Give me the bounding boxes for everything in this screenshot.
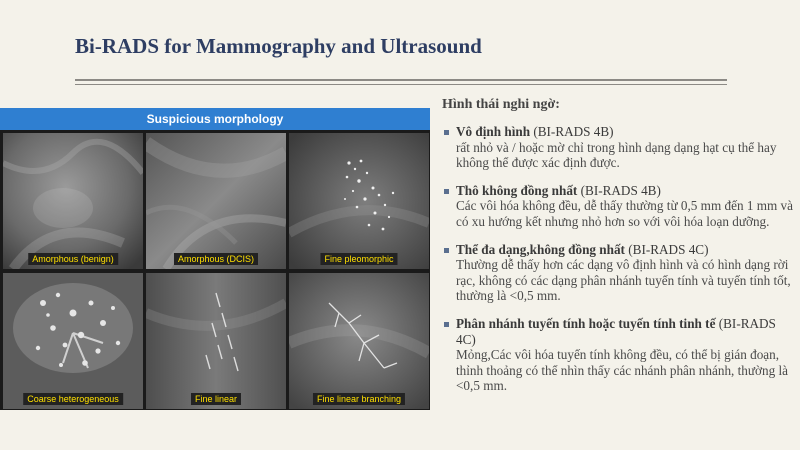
morphology-text-panel [442,97,794,406]
square-bullet-icon [444,248,449,253]
mammogram-image [3,133,143,269]
item-title: Thô không đồng nhất [456,182,578,198]
item-description: Thường dễ thấy hơn các dạng vô định hình và có hình dạng rời rạc, không có các dạng phân nhánh tuyến tính và tuyến tính tốt, thường là <0,5 mm. [456,257,791,304]
item-birads-tag: (BI-RADS 4B) [530,124,614,139]
figure-cell-fine-linear [146,273,286,409]
item-birads-tag: (BI-RADS 4C) [456,315,776,347]
cell-caption: Fine pleomorphic [320,253,397,265]
cell-caption: Amorphous (benign) [28,253,118,265]
figure-cell-fine-pleomorphic [289,133,429,269]
panel-heading: Hình thái nghi ngờ: [442,97,560,112]
item-birads-tag: (BI-RADS 4B) [577,182,661,198]
figure-header: Suspicious morphology [0,108,430,130]
mammogram-image [146,273,286,409]
item-title: Vô định hình [456,124,531,139]
list-item [442,183,794,230]
item-description: rất nhỏ và / hoặc mờ chỉ trong hình dạng dạng hạt cụ thể hay không thể được xác định được. [456,139,777,171]
cell-caption: Amorphous (DCIS) [174,253,258,265]
mammogram-image [289,133,429,269]
list-item [442,124,794,171]
mammogram-image [3,273,143,409]
morphology-list [442,124,794,394]
title-divider-bottom [75,84,727,85]
mammogram-image [289,273,429,409]
square-bullet-icon [444,189,449,194]
figure-cell-fine-linear-branching [289,273,429,409]
figure-grid [3,133,429,413]
item-title: Phân nhánh tuyến tính hoặc tuyến tính tinh tế [456,315,716,331]
cell-caption: Fine linear branching [313,393,405,405]
square-bullet-icon [444,130,449,135]
mammogram-image [146,133,286,269]
list-item [442,316,794,394]
figure-cell-amorphous-benign [3,133,143,269]
item-description: Các vôi hóa không đều, dễ thấy thường từ 0,5 mm đến 1 mm và có xu hướng kết nhưng nhỏ hơn so với vôi hóa loạn dưỡng. [456,198,793,229]
title-divider-top [75,79,727,81]
cell-caption: Fine linear [191,393,241,405]
item-title: Thể đa dạng,không đồng nhất [456,241,625,257]
item-birads-tag: (BI-RADS 4C) [624,241,709,257]
item-description: Mỏng,Các vôi hóa tuyến tính không đều, có thể bị gián đoạn, thỉnh thoảng có thể nhìn thấy các nhánh phân nhánh, thường là <0,5 mm. [456,347,789,394]
morphology-figure [0,108,430,410]
cell-caption: Coarse heterogeneous [23,393,123,405]
figure-cell-coarse-heterogeneous [3,273,143,409]
slide-title: Bi-RADS for Mammography and Ultrasound [75,34,482,58]
figure-cell-amorphous-dcis [146,133,286,269]
list-item [442,242,794,304]
square-bullet-icon [444,322,449,327]
